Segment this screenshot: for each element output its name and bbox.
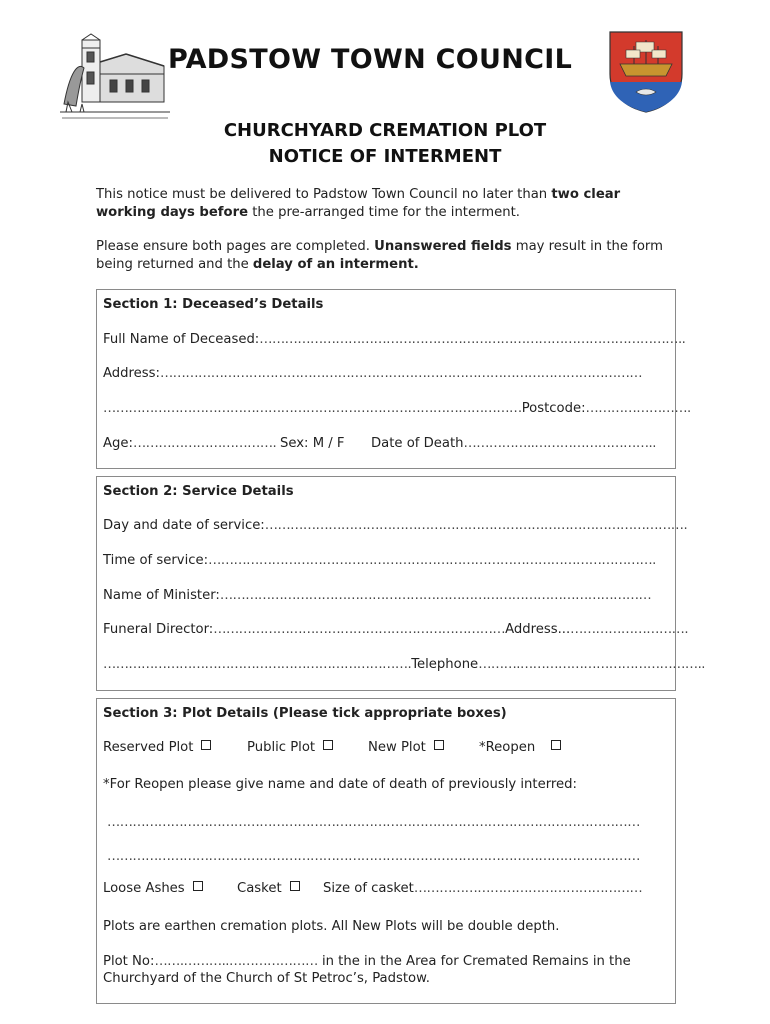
reserved-plot-option[interactable]: Reserved Plot (103, 740, 211, 756)
casket-checkbox[interactable] (290, 881, 300, 891)
loose-ashes-option[interactable]: Loose Ashes (103, 881, 203, 897)
reopen-option[interactable]: *Reopen (479, 740, 561, 756)
section-1-title: Section 1: Deceased’s Details (103, 297, 324, 312)
sex-field[interactable]: Sex: M / F (280, 436, 345, 451)
intro-paragraph-1: This notice must be delivered to Padstow Town Council no later than two clear working days before the pre-arranged time for the interment. (96, 187, 621, 220)
reopen-details-line-2[interactable]: ……………………………………………………………………………………………………………… (107, 849, 640, 864)
service-day-date-field[interactable]: Day and date of service:………………………………………………………………………………………. (103, 518, 688, 533)
section-2-title: Section 2: Service Details (103, 484, 294, 499)
council-name: PADSTOW TOWN COUNCIL (168, 44, 573, 75)
age-field[interactable]: Age:……………………………. (103, 436, 277, 451)
crest-logo (608, 30, 684, 114)
public-plot-option[interactable]: Public Plot (247, 740, 333, 756)
full-name-field[interactable]: Full Name of Deceased:……………………………………………………………………………………….. (103, 332, 686, 347)
address-field[interactable]: Address:…………………………………………………………………………………………………… (103, 366, 643, 381)
plot-number-field[interactable]: Plot No:…….………..………………… in the in the Area for Cremated Remains in the (103, 954, 631, 969)
form-title-line-1: CHURCHYARD CREMATION PLOT (223, 120, 547, 141)
new-plot-checkbox[interactable] (434, 740, 444, 750)
telephone-field[interactable]: ……………………………………………………………….Telephone……….…………………………………….. (103, 657, 705, 672)
casket-size-field[interactable]: Size of casket……………………………………………… (323, 881, 643, 896)
date-of-death-field[interactable]: Date of Death……………..……………………….. (371, 436, 656, 451)
service-time-field[interactable]: Time of service:……………………………………………………………………………………………. (103, 553, 656, 568)
new-plot-option[interactable]: New Plot (368, 740, 444, 756)
plots-note: Plots are earthen cremation plots. All New Plots will be double depth. (103, 919, 560, 934)
address-line-2-field[interactable]: ………………………………………………………………………………………Postcode:……………………. (103, 401, 691, 416)
reopen-checkbox[interactable] (551, 740, 561, 750)
section-3-title: Section 3: Plot Details (Please tick appropriate boxes) (103, 706, 507, 721)
plot-location-text: Churchyard of the Church of St Petroc’s, Padstow. (103, 971, 430, 986)
public-plot-checkbox[interactable] (323, 740, 333, 750)
reserved-plot-checkbox[interactable] (201, 740, 211, 750)
reopen-details-line-1[interactable]: ……………………………………………………………………………………………………………… (107, 815, 640, 830)
church-illustration (60, 32, 170, 120)
reopen-note: *For Reopen please give name and date of death of previously interred: (103, 777, 577, 792)
intro-paragraph-2: Please ensure both pages are completed. Unanswered fields may result in the form being returned and the delay of an interment. (96, 239, 663, 272)
funeral-director-field[interactable]: Funeral Director:……………………………………………………………Address...………………………. (103, 622, 689, 637)
form-title-line-2: NOTICE OF INTERMENT (268, 146, 502, 167)
loose-ashes-checkbox[interactable] (193, 881, 203, 891)
minister-name-field[interactable]: Name of Minister:………………………………………………………………………………………… (103, 588, 652, 603)
casket-option[interactable]: Casket (237, 881, 300, 897)
